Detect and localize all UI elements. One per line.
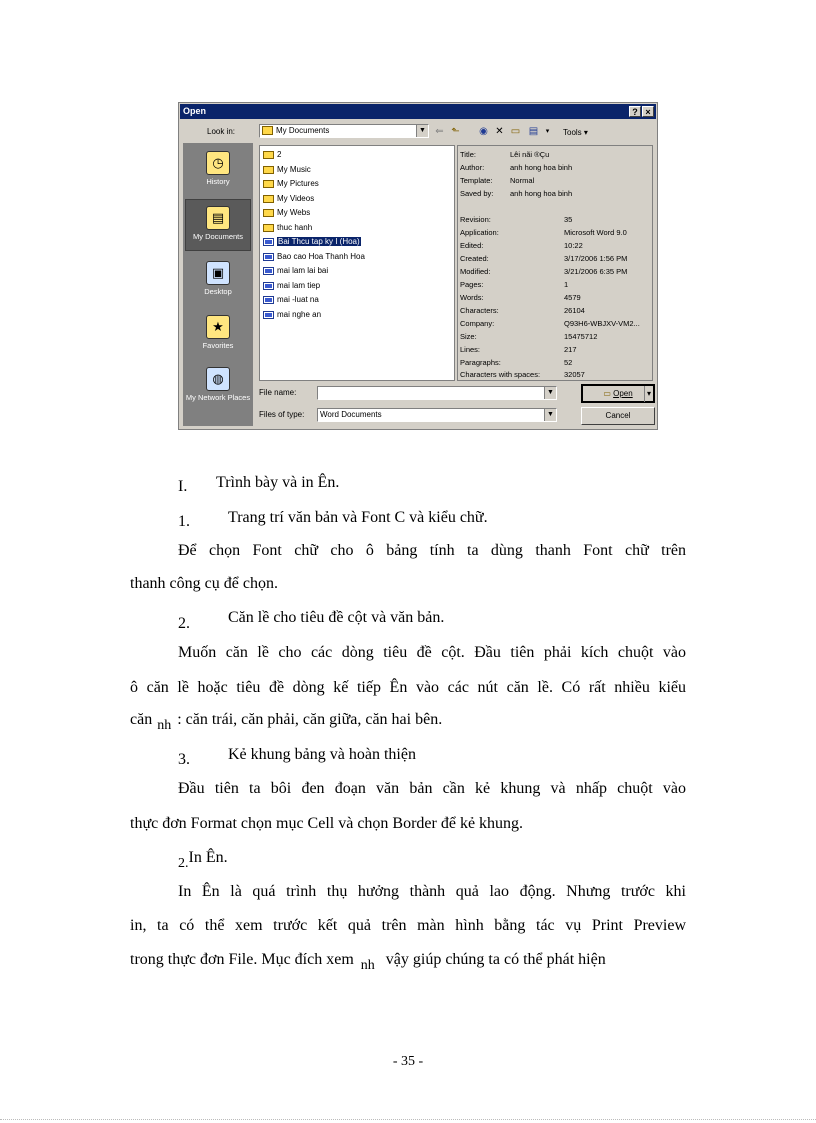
chevron-down-icon[interactable]: ▾ <box>644 386 651 402</box>
file-name: Bai Thcu tap ky I (Hoa) <box>278 237 360 246</box>
file-name: My Webs <box>277 208 311 217</box>
text-run-sub: nh <box>157 718 172 733</box>
property-value: 35 <box>564 215 573 224</box>
property-value: anh hong hoa binh <box>510 163 573 172</box>
place-label: Desktop <box>204 287 232 296</box>
property-value: 26104 <box>564 306 585 315</box>
chevron-down-icon[interactable]: ▼ <box>544 409 556 421</box>
folder-icon <box>263 195 274 203</box>
place-label: Favorites <box>202 341 234 350</box>
property-label: Size: <box>460 332 477 341</box>
delete-icon[interactable]: ✕ <box>495 126 504 137</box>
paragraph-1-line-1: Để chọn Font chữ cho ô bảng tính ta dùng thanh Font chữ trên <box>178 542 686 559</box>
property-value: anh hong hoa binh <box>510 189 573 198</box>
word-doc-icon <box>263 296 274 304</box>
page-bottom-divider <box>0 1119 816 1120</box>
list-item[interactable] <box>260 293 454 308</box>
property-value: 217 <box>564 345 577 354</box>
place-my-documents[interactable] <box>185 199 251 251</box>
heading-3-number: 3. <box>178 751 190 768</box>
file-name: Bao cao Hoa Thanh Hoa <box>277 251 365 261</box>
paragraph-2-line-2: ô căn lề hoặc tiêu đề dòng kế tiếp Ên vào các nút căn lề. Có rất nhiều kiểu <box>130 679 686 696</box>
text-run: trong thực đơn File. Mục đích xem <box>130 951 354 968</box>
cancel-button[interactable] <box>581 407 655 425</box>
heading-1-number: 1. <box>178 513 190 530</box>
list-item[interactable] <box>260 148 454 163</box>
new-folder-icon[interactable]: ▭ <box>510 126 521 137</box>
text-run-sub: nh <box>360 958 375 973</box>
property-label: Application: <box>460 228 499 237</box>
heading-2-number: 2. <box>178 615 190 632</box>
views-dropdown-icon[interactable]: ▾ <box>545 128 550 135</box>
property-value: 32057 <box>564 370 585 379</box>
property-label: Lines: <box>460 345 481 354</box>
property-value: 15475712 <box>564 332 598 341</box>
views-icon[interactable]: ▤ <box>528 126 539 137</box>
look-in-select[interactable] <box>259 124 429 138</box>
text-run: vậy giúp chúng ta có thể phát hiện <box>385 951 606 968</box>
heading-roman-text: Trình bày và in Ên. <box>216 474 340 491</box>
place-label: My Network Places <box>185 393 251 402</box>
property-label: Characters with spaces: <box>460 370 541 379</box>
heading-2-text: Căn lề cho tiêu đề cột và văn bản. <box>228 609 445 626</box>
file-name: My Music <box>277 164 311 174</box>
heading-3-text: Kẻ khung bảng và hoàn thiện <box>228 746 416 763</box>
property-label: Words: <box>460 293 484 302</box>
list-item-selected[interactable] <box>260 235 454 250</box>
search-web-icon[interactable]: ◉ <box>479 126 488 137</box>
files-of-type-value: Word Documents <box>320 410 382 419</box>
dialog-title: Open <box>183 106 207 116</box>
folder-icon <box>262 126 273 135</box>
property-label: Company: <box>460 319 495 328</box>
property-label: Author: <box>460 163 485 172</box>
property-label: Saved by: <box>460 189 494 198</box>
paragraph-4-line-1: In Ên là quá trình thụ hưởng thành quả lao động. Nhưng trước khi <box>178 883 686 900</box>
help-button[interactable]: ? <box>629 106 641 117</box>
list-item[interactable] <box>260 163 454 178</box>
word-doc-icon <box>263 267 274 275</box>
word-doc-icon <box>263 282 274 290</box>
property-value: 10:22 <box>564 241 583 250</box>
files-of-type-select[interactable] <box>317 408 557 422</box>
file-name: 2 <box>277 150 282 159</box>
file-name: mai lam lai bai <box>277 266 329 275</box>
property-label: Pages: <box>460 280 484 289</box>
up-folder-icon[interactable]: ⬑ <box>451 126 460 137</box>
page-number: - 35 - <box>392 1054 424 1069</box>
back-icon[interactable]: ⇐ <box>435 126 444 137</box>
paragraph-2-line-3 <box>130 710 442 731</box>
history-icon: ◷ <box>206 151 230 175</box>
properties-pane <box>457 145 653 381</box>
chevron-down-icon[interactable]: ▼ <box>416 125 428 137</box>
property-value: 3/21/2006 6:35 PM <box>564 267 628 276</box>
file-name: mai lam tiep <box>277 280 321 290</box>
heading-4 <box>178 848 228 869</box>
list-item[interactable] <box>260 177 454 192</box>
paragraph-4-line-3 <box>130 950 606 971</box>
property-label: Characters: <box>460 306 499 315</box>
file-name-label: File name: <box>259 388 297 397</box>
place-label: History <box>206 177 230 186</box>
property-label: Paragraphs: <box>460 358 501 367</box>
folder-icon <box>263 166 274 174</box>
look-in-value: My Documents <box>276 126 330 135</box>
paragraph-1-line-2: thanh công cụ để chọn. <box>130 575 278 592</box>
property-label: Template: <box>460 176 493 185</box>
paragraph-4-line-2: in, ta có thể xem trước kết quả trên màn hình bằng tác vụ Print Preview <box>130 917 686 934</box>
list-item[interactable] <box>260 264 454 279</box>
property-value: Q93H6-WBJXV-VM2... <box>564 319 640 328</box>
file-name-input[interactable] <box>317 386 557 400</box>
files-of-type-label: Files of type: <box>259 410 305 419</box>
dialog-title-bar <box>180 104 656 119</box>
property-value: 3/17/2006 1:56 PM <box>564 254 628 263</box>
paragraph-3-line-1: Đầu tiên ta bôi đen đoạn văn bản cần kẻ khung và nhấp chuột vào <box>178 780 686 797</box>
heading-1-text: Trang trí văn bản và Font C và kiểu chữ. <box>228 509 488 526</box>
open-folder-icon: ▭ <box>603 389 611 398</box>
property-value: 52 <box>564 358 573 367</box>
tools-label: Tools <box>563 128 582 137</box>
word-doc-icon <box>263 311 274 319</box>
paragraph-2-line-1: Muốn căn lề cho các dòng tiêu đề cột. Đầu tiên phải kích chuột vào <box>178 644 686 661</box>
place-history[interactable] <box>185 145 251 197</box>
text-run: căn <box>130 711 153 728</box>
word-doc-icon <box>263 238 274 246</box>
desktop-icon: ▣ <box>206 261 230 285</box>
open-label: Open <box>613 389 633 398</box>
network-places-icon: ◍ <box>206 367 230 391</box>
list-item[interactable] <box>260 308 454 323</box>
property-label: Revision: <box>460 215 491 224</box>
chevron-down-icon[interactable]: ▼ <box>544 387 556 399</box>
open-button[interactable] <box>581 384 655 403</box>
property-label: Modified: <box>460 267 491 276</box>
favorites-icon: ★ <box>206 315 230 339</box>
folder-icon <box>263 151 274 159</box>
folder-icon <box>263 209 274 217</box>
file-list <box>259 145 455 381</box>
open-dialog-screenshot <box>178 102 658 430</box>
list-item[interactable] <box>260 206 454 221</box>
file-name: My Pictures <box>277 179 319 188</box>
look-in-label: Look in: <box>207 127 236 136</box>
word-doc-icon <box>263 253 274 261</box>
places-bar <box>183 143 253 426</box>
close-button[interactable]: × <box>642 106 654 117</box>
property-label: Created: <box>460 254 489 263</box>
tools-menu[interactable]: Tools ▾ <box>563 128 588 137</box>
file-name: mai nghe an <box>277 309 322 319</box>
property-value: Lêi nãi ®Çu <box>510 150 550 159</box>
folder-icon <box>263 224 274 232</box>
place-label: My Documents <box>192 232 243 241</box>
place-desktop[interactable] <box>185 255 251 307</box>
place-favorites[interactable] <box>185 309 251 361</box>
list-item[interactable] <box>260 279 454 294</box>
property-label: Edited: <box>460 241 484 250</box>
property-value: 4579 <box>564 293 581 302</box>
heading-4-number: 2. <box>178 856 189 871</box>
list-item[interactable] <box>260 221 454 236</box>
place-network[interactable] <box>185 361 251 423</box>
file-name: mai -luat na <box>277 295 319 304</box>
file-name: thuc hanh <box>277 222 313 232</box>
list-item[interactable] <box>260 250 454 265</box>
heading-4-text: In Ên. <box>188 849 228 866</box>
folder-icon <box>263 180 274 188</box>
list-item[interactable] <box>260 192 454 207</box>
heading-roman-number: I. <box>178 478 188 495</box>
property-value: 1 <box>564 280 569 289</box>
cancel-label: Cancel <box>605 411 631 420</box>
paragraph-3-line-2: thực đơn Format chọn mục Cell và chọn Border để kẻ khung. <box>130 815 524 832</box>
my-documents-icon: ▤ <box>206 206 230 230</box>
property-value: Microsoft Word 9.0 <box>564 228 627 237</box>
property-label: Title: <box>460 150 476 159</box>
text-run: : căn trái, căn phải, căn giữa, căn hai bên. <box>177 711 443 728</box>
file-name: My Videos <box>277 193 315 203</box>
property-value: Normal <box>510 176 535 185</box>
